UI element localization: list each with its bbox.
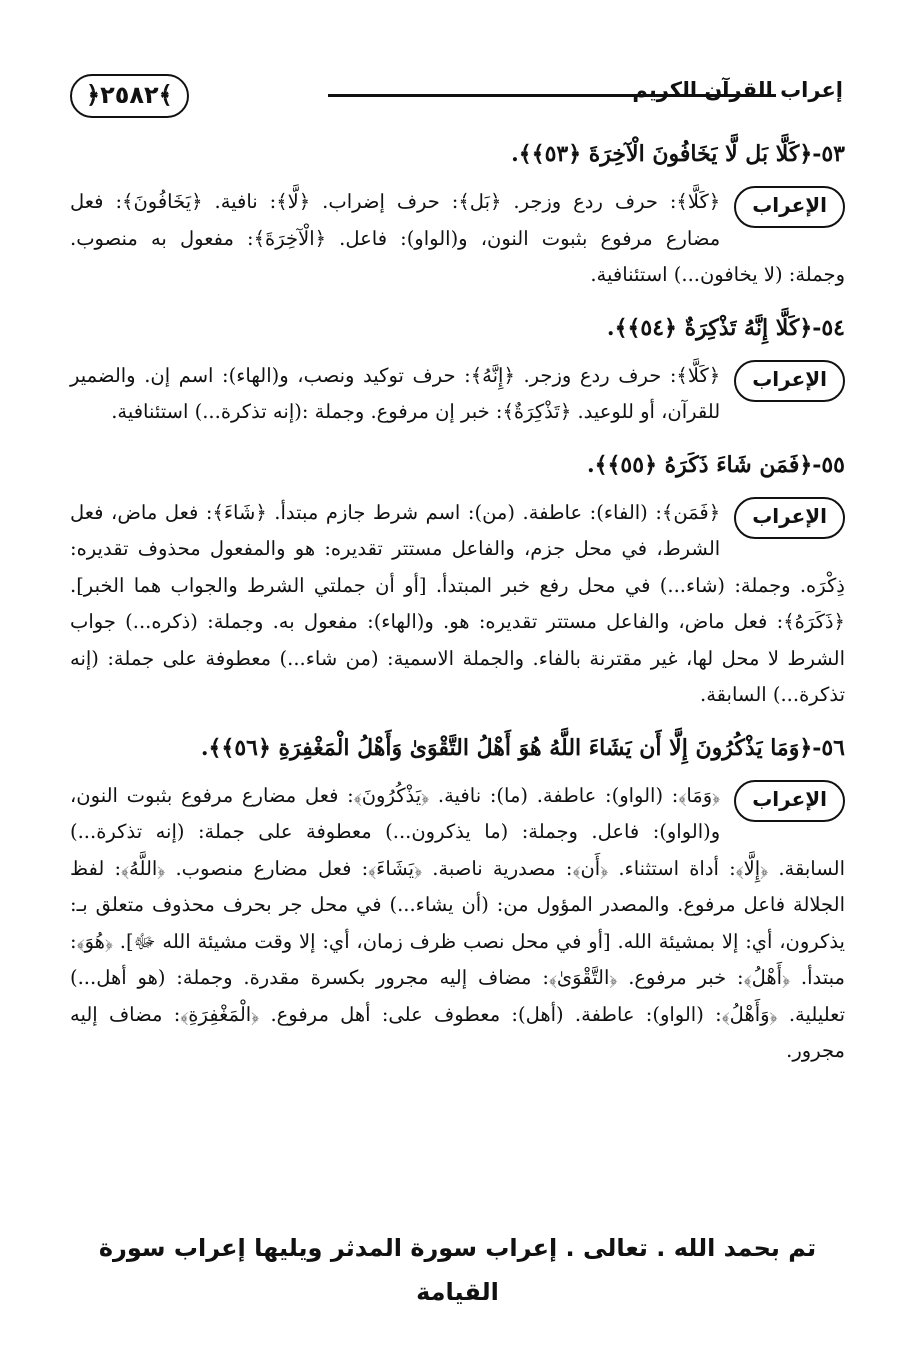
irab-badge: الإعراب (734, 780, 845, 822)
ayah-54: ٥٤-﴿كَلَّا إِنَّهُ تَذْكِرَةٌ ﴿٥٤﴾﴾. (606, 314, 845, 341)
page-number: ﴿٢٥٨٢﴾ (70, 74, 189, 118)
ayah-53: ٥٣-﴿كَلَّا بَل لَّا يَخَافُونَ الْآخِرَةَ ﴿٥٣﴾﴾. (511, 141, 845, 167)
irab-text: ﴿فَمَن﴾: (الفاء): عاطفة. (من): اسم شرط جازم مبتدأ. ﴿شَاءَ﴾: فعل ماض، فعل الشرط، في محل جزم، والفاعل مستتر تقديره: هو والمفعول محذوف تقديره: ذِكْرَه. وجملة: (شاء...) في محل رفع خبر المبتدأ. [أو أن جملتي الشرط والجواب هما الخبر]. ﴿ذَكَرَهُ﴾: فعل ماض، والفاعل مستتر تقديره: هو. و(الهاء): مفعول به. وجملة: (ذكره...) جواب الشرط لا محل لها، غير مقترنة بالفاء. والجملة الاسمية: (من شاء...) معطوفة على جملة: (إنه تذكرة...) السابقة. (70, 500, 845, 706)
irab-text: ﴿كَلَّا﴾: حرف ردع وزجر. ﴿بَل﴾: حرف إضراب. ﴿لَّا﴾: نافية. ﴿يَخَافُونَ﴾: فعل مضارع مرفوع بثبوت النون، و(الواو): فاعل. ﴿الْآخِرَةَ﴾: مفعول به منصوب. وجملة: (لا يخافون...) استئنافية. (70, 190, 845, 286)
closing-note: تم بحمد الله . تعالى . إعراب سورة المدثر ويليها إعراب سورة القيامة (98, 1234, 817, 1306)
irab-text: ﴿وَمَا﴾: (الواو): عاطفة. (ما): نافية. ﴿يَذْكُرُونَ﴾: فعل مضارع مرفوع بثبوت النون، و(الواو): فاعل. وجملة: (ما يذكرون...) معطوفة على جملة: (إنه تذكرة...) السابقة. ﴿إِلَّا﴾: أداة استثناء. ﴿أَن﴾: مصدرية ناصبة. ﴿يَشَاءَ﴾: فعل مضارع منصوب. ﴿اللَّهُ﴾: لفظ الجلالة فاعل مرفوع. والمصدر المؤول من: (أن يشاء...) في محل جر بحرف محذوف متعلق بـ: يذكرون، أي: إلا بمشيئة الله. [أو في محل نصب ظرف زمان، أي: إلا وقت مشيئة الله ﷻ]. ﴿هُوَ﴾: مبتدأ. ﴿أَهْلُ﴾: خبر مرفوع. ﴿التَّقْوَىٰ﴾: مضاف إليه مجرور بكسرة مقدرة. وجملة: (هو أهل...) تعليلية. ﴿وَأَهْلُ﴾: (الواو): عاطفة. (أهل): معطوف على: أهل مرفوع. ﴿الْمَغْفِرَةِ﴾: مضاف إليه مجرور. (70, 783, 845, 1062)
irab-55 (70, 495, 845, 714)
irab-53 (70, 184, 845, 294)
page-header (70, 60, 843, 120)
ayah-56: ٥٦-﴿وَمَا يَذْكُرُونَ إِلَّا أَن يَشَاءَ اللَّهُ هُوَ أَهْلُ التَّقْوَىٰ وَأَهْلُ الْمَغْفِرَةِ ﴿٥٦﴾﴾. (200, 734, 845, 761)
irab-56 (70, 778, 845, 1070)
irab-badge: الإعراب (734, 186, 845, 228)
ayah-55: ٥٥-﴿فَمَن شَاءَ ذَكَرَهُ ﴿٥٥﴾﴾. (586, 451, 845, 478)
irab-text: ﴿كَلَّا﴾: حرف ردع وزجر. ﴿إِنَّهُ﴾: حرف توكيد ونصب، و(الهاء): اسم إن. والضمير للقرآن، أو للوعيد. ﴿تَذْكِرَةٌ﴾: خبر إن مرفوع. وجملة :(إنه تذكرة...) استئنافية. (70, 363, 721, 423)
page-body (70, 134, 845, 1084)
book-title: إعراب القرآن الكريم (632, 78, 843, 102)
irab-badge: الإعراب (734, 497, 845, 539)
irab-54 (70, 358, 845, 431)
irab-badge: الإعراب (734, 360, 845, 402)
